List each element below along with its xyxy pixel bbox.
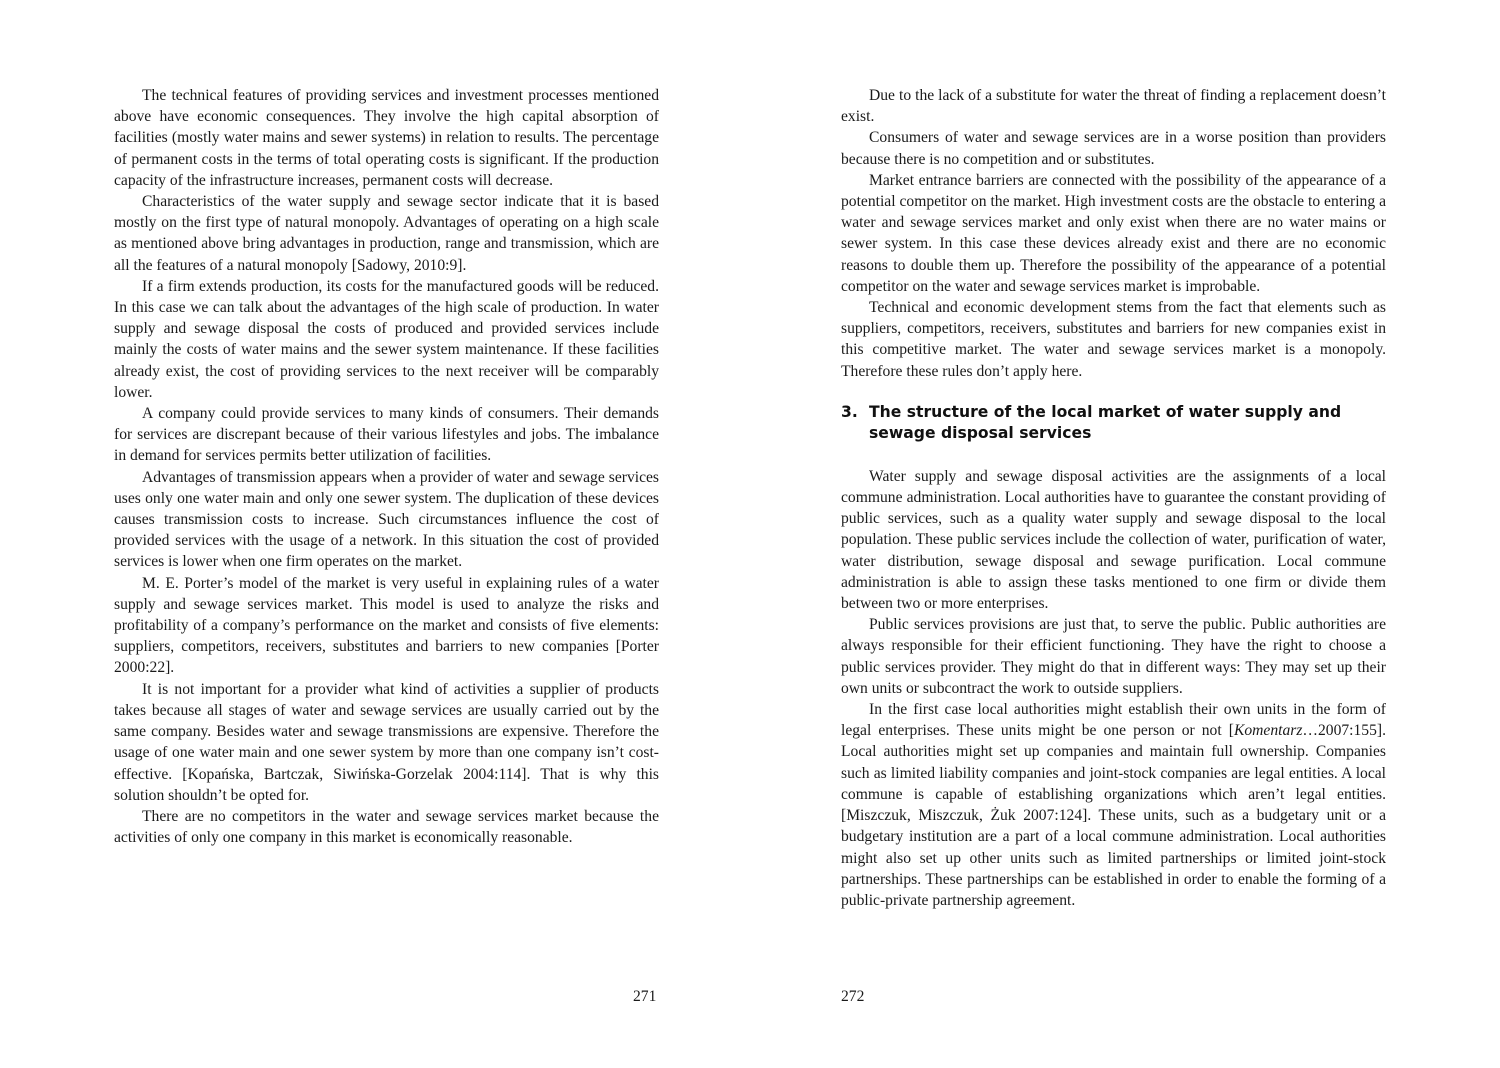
- paragraph-with-citation: [841, 699, 1386, 911]
- left-page: [114, 85, 659, 848]
- paragraph: A company could provide services to many kinds of consumers. Their demands for services are discrepant because of their various lifestyles and jobs. The imbalance in demand for services permits better utilization of facilities.: [114, 405, 659, 465]
- paragraph: Market entrance barriers are connected with the possibility of the appearance of a potential competitor on the market. High investment costs are the obstacle to entering a water and sewage services market and only exist when there are no water mains or sewer system. In this case these devices already exist and there are no economic reasons to double them up. Therefore the possibility of the appearance of a potential competitor on the water and sewage services market is improbable.: [841, 171, 1386, 295]
- page-number-right: 272: [841, 988, 865, 1005]
- paragraph: Public services provisions are just that, to serve the public. Public authorities are always responsible for their efficient functioning. They have the right to choose a public services provider. They might do that in different ways: They may set up their own units or subcontract the work to outside suppliers.: [841, 616, 1386, 697]
- section-number: 3.: [841, 402, 858, 421]
- spacer: [841, 445, 1386, 466]
- paragraph: There are no competitors in the water and sewage services market because the activities of only one company in this market is economically reasonable.: [114, 807, 659, 847]
- right-page: [841, 85, 1386, 911]
- paragraph: Characteristics of the water supply and sewage sector indicate that it is based mostly on the first type of natural monopoly. Advantages of operating on a high scale as mentioned above bring advantages in production, range and transmission, which are all the features of a natural monopoly [Sadowy, 2010:9].: [114, 193, 659, 274]
- citation-italic-title: Komentarz: [1233, 722, 1303, 740]
- paragraph: M. E. Porter’s model of the market is very useful in explaining rules of a water supply and sewage services market. This model is used to analyze the risks and profitability of a company’s performance on the market and consists of five elements: suppliers, competitors, receivers, substitutes and barriers to new companies [Porter 2000:22].: [114, 574, 659, 677]
- citation-text-after: …2007:155]. Local authorities might set up companies and maintain full ownership. Companies such as limited liability companies and joint-stock companies are legal entities. A local commune is capable of establishing organizations which aren’t legal entities. [Miszczuk, Miszczuk, Żuk 2007:124]. These units, such as a budgetary unit or a budgetary institution are a part of a local commune administration. Local authorities might also set up other units such as limited partnerships or limited joint-stock partnerships. These partnerships can be established in order to enable the forming of a public-private partnership agreement.: [841, 722, 1386, 909]
- paragraph: Due to the lack of a substitute for water the threat of finding a replacement doesn’t exist.: [841, 87, 1386, 126]
- section-heading: [841, 402, 1386, 445]
- paragraph: It is not important for a provider what kind of activities a supplier of products takes because all stages of water and sewage services are usually carried out by the same company. Besides water and sewage transmissions are expensive. Therefore the usage of one water main and one sewer system by more than one company isn’t cost-effective. [Kopańska, Bartczak, Siwińska-Gorzelak 2004:114]. That is why this solution shouldn’t be opted for.: [114, 680, 659, 804]
- paragraph: If a firm extends production, its costs for the manufactured goods will be reduced. In this case we can talk about the advantages of the high scale of production. In water supply and sewage disposal the costs of produced and provided services include mainly the costs of water mains and the sewer system maintenance. If these facilities already exist, the cost of providing services to the next receiver will be comparably lower.: [114, 277, 659, 401]
- section-title: The structure of the local market of water supply and sewage disposal services: [869, 402, 1342, 443]
- citation-text-before: In the first case local authorities might establish their own units in the form of legal enterprises. These units might be one person or not [: [841, 701, 1386, 740]
- paragraph: The technical features of providing services and investment processes mentioned above have economic consequences. They involve the high capital absorption of facilities (mostly water mains and sewer systems) in relation to results. The percentage of permanent costs in the terms of total operating costs is significant. If the production capacity of the infrastructure increases, permanent costs will decrease.: [114, 87, 659, 189]
- paragraph: Technical and economic development stems from the fact that elements such as suppliers, competitors, receivers, substitutes and barriers for new companies exist in this competitive market. The water and sewage services market is a monopoly. Therefore these rules don’t apply here.: [841, 299, 1386, 380]
- page-number-left: 271: [633, 988, 657, 1005]
- paragraph: Consumers of water and sewage services are in a worse position than providers because there is no competition and or substitutes.: [841, 129, 1386, 168]
- paragraph: Water supply and sewage disposal activities are the assignments of a local commune administration. Local authorities have to guarantee the constant providing of public services, such as a quality water supply and sewage disposal to the local population. These public services include the collection of water, purification of water, water distribution, sewage disposal and sewage purification. Local commune administration is able to assign these tasks mentioned to one firm or divide them between two or more enterprises.: [841, 467, 1386, 613]
- paragraph: Advantages of transmission appears when a provider of water and sewage services uses only one water main and only one sewer system. The duplication of these devices causes transmission costs to increase. Such circumstances influence the cost of provided services with the usage of a network. In this situation the cost of provided services is lower when one firm operates on the market.: [114, 468, 659, 571]
